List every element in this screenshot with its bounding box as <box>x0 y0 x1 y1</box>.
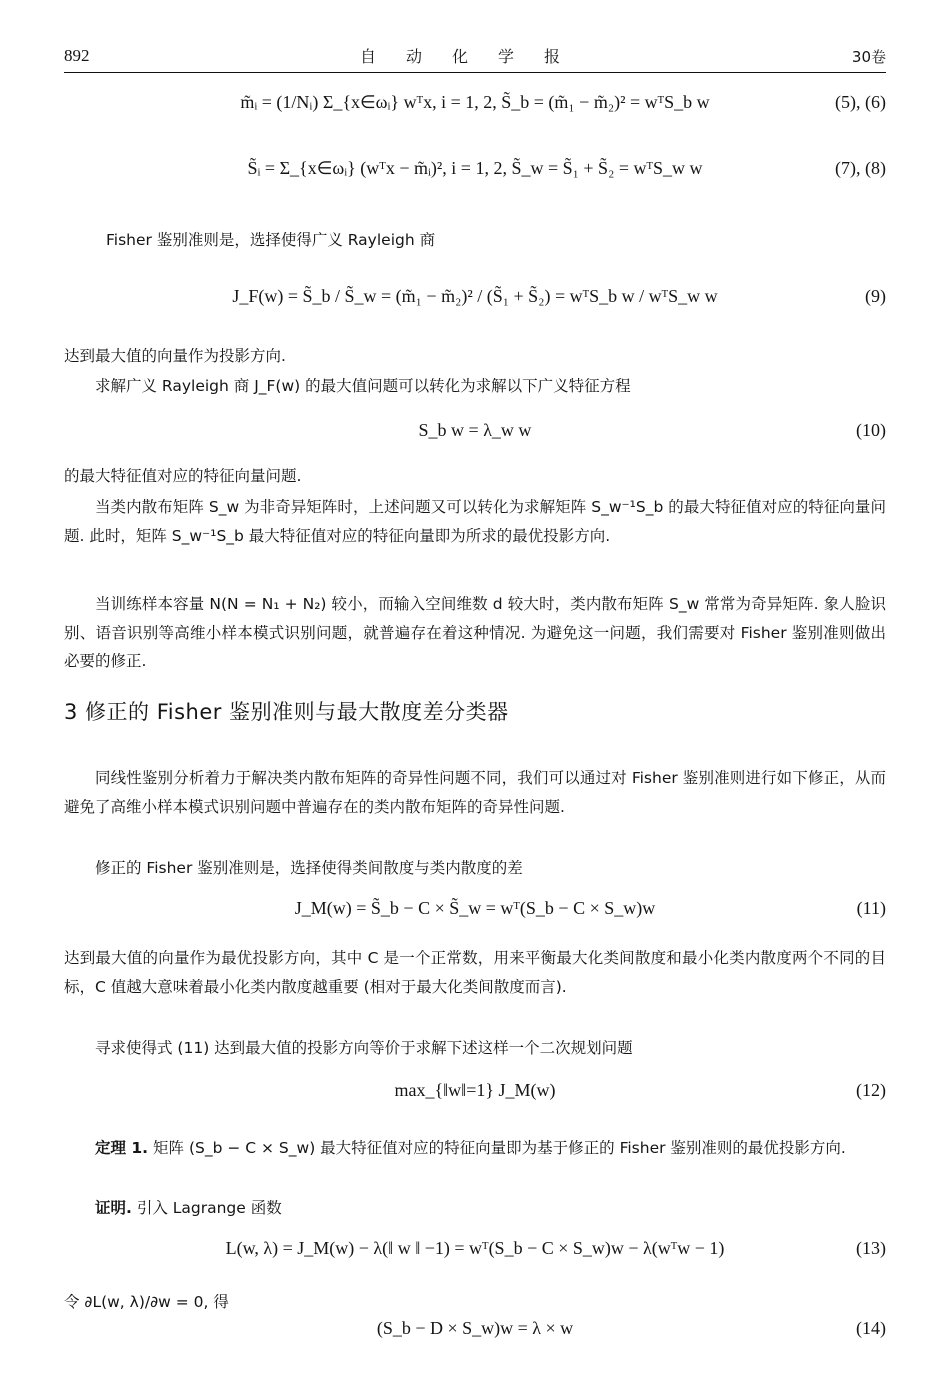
paragraph-quadratic: 寻求使得式 (11) 达到最大值的投影方向等价于求解下述这样一个二次规划问题 <box>95 1039 633 1057</box>
equation-9-number: (9) <box>865 286 886 306</box>
equation-5-6 <box>64 84 886 154</box>
equation-10-body: S_b w = λ_w w <box>418 420 532 440</box>
theorem-1 <box>64 1134 886 1163</box>
paragraph-modified-criterion: 修正的 Fisher 鉴别准则是，选择使得类间散度与类内散度的差 <box>95 859 523 877</box>
equation-11 <box>64 896 886 930</box>
equation-7-8-number: (7), (8) <box>835 158 886 178</box>
equation-10-number: (10) <box>856 420 886 440</box>
equation-11-number: (11) <box>856 898 886 918</box>
proof-text: 引入 Lagrange 函数 <box>136 1199 282 1217</box>
equation-7-8 <box>64 148 886 208</box>
journal-title: 自动化学报 <box>359 47 590 66</box>
page-header <box>64 38 886 74</box>
equation-13 <box>64 1236 886 1270</box>
equation-9 <box>64 272 886 332</box>
theorem-text: 矩阵 (S_b − C × S_w) 最大特征值对应的特征向量即为基于修正的 Fisher 鉴别准则的最优投影方向. <box>153 1139 846 1157</box>
paragraph-eigen-problem: 的最大特征值对应的特征向量问题. <box>64 467 302 485</box>
paragraph-singular: 当训练样本容量 N(N = N₁ + N₂) 较小，而输入空间维数 d 较大时，类内散布矩阵 S_w 常常为奇异矩阵. 象人脸识别、语音识别等高维小样本模式识别问题，就普遍存在着这种情况. 为避免这一问题，我们需要对 Fisher 鉴别准则做出必要的修正. <box>64 595 886 670</box>
equation-11-body: J_M(w) = S̃_b − C × S̃_w = wᵀ(S_b − C × S_w)w <box>294 898 656 918</box>
equation-14 <box>64 1316 886 1350</box>
equation-12-number: (12) <box>856 1080 886 1100</box>
volume-label: 30卷 <box>851 48 886 66</box>
equation-9-body: J_F(w) = S̃_b / S̃_w = (m̃₁ − m̃₂)² / (S̃₁ + S̃₂) = wᵀS_b w / wᵀS_w w <box>232 286 718 306</box>
equation-12 <box>64 1076 886 1116</box>
equation-5-6-number: (5), (6) <box>835 92 886 112</box>
header-rule <box>64 72 886 73</box>
equation-14-number: (14) <box>856 1318 886 1338</box>
paragraph-derivative: 令 ∂L(w, λ)/∂w = 0, 得 <box>64 1293 229 1311</box>
equation-10 <box>64 418 886 452</box>
equation-13-body: L(w, λ) = J_M(w) − λ(‖ w ‖ −1) = wᵀ(S_b − C × S_w)w − λ(wᵀw − 1) <box>225 1238 725 1258</box>
page-number: 892 <box>64 46 90 65</box>
paragraph-modification: 同线性鉴别分析着力于解决类内散布矩阵的奇异性问题不同，我们可以通过对 Fisher 鉴别准则进行如下修正，从而避免了高维小样本模式识别问题中普遍存在的类内散布矩阵的奇异性问题. <box>64 769 886 816</box>
paragraph-rayleigh-solve: 求解广义 Rayleigh 商 J_F(w) 的最大值问题可以转化为求解以下广义特征方程 <box>95 377 631 395</box>
theorem-label: 定理 1. <box>95 1139 149 1157</box>
equation-7-8-body: S̃ᵢ = Σ_{x∈ωᵢ} (wᵀx − m̃ᵢ)², i = 1, 2, S̃_w = S̃₁ + S̃₂ = wᵀS_w w <box>247 158 703 178</box>
equation-14-body: (S_b − D × S_w)w = λ × w <box>376 1318 574 1338</box>
equation-13-number: (13) <box>856 1238 886 1258</box>
paragraph-nonsingular: 当类内散布矩阵 S_w 为非奇异矩阵时，上述问题又可以转化为求解矩阵 S_w⁻¹S_b 的最大特征值对应的特征向量问题. 此时，矩阵 S_w⁻¹S_b 最大特征值对应的特征向量即为所求的最优投影方向. <box>64 498 886 545</box>
proof-label: 证明. <box>95 1199 132 1217</box>
paragraph-constant-c: 达到最大值的向量作为最优投影方向，其中 C 是一个正常数，用来平衡最大化类间散度和最小化类内散度两个不同的目标，C 值越大意味着最小化类内散度越重要 (相对于最大化类间散度而言). <box>64 949 886 996</box>
equation-5-6-body: m̃ᵢ = (1/Nᵢ) Σ_{x∈ωᵢ} wᵀx, i = 1, 2, S̃_b = (m̃₁ − m̃₂)² = wᵀS_b w <box>240 92 710 112</box>
section-heading: 3 修正的 Fisher 鉴别准则与最大散度差分类器 <box>64 700 509 724</box>
equation-12-body: max_{‖w‖=1} J_M(w) <box>394 1080 556 1100</box>
paragraph-rayleigh-intro: Fisher 鉴别准则是，选择使得广义 Rayleigh 商 <box>106 231 436 249</box>
paragraph-projection-direction: 达到最大值的向量作为投影方向. <box>64 347 286 365</box>
proof <box>64 1194 886 1223</box>
